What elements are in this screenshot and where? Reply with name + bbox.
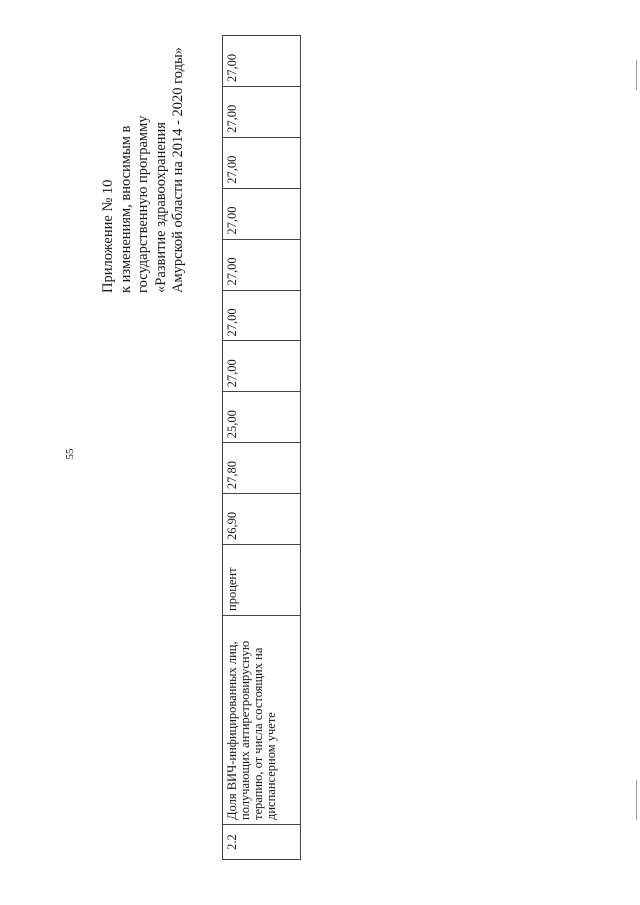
value-cell: 27,00 [223,86,301,137]
scan-edge-mark [636,780,637,820]
scan-edge-mark [636,60,637,90]
value-cell: 27,00 [223,188,301,239]
appendix-line: «Развитие здравоохранения [152,122,169,293]
value-cell: 27,00 [223,239,301,290]
table-row [223,36,301,860]
indicator-table [222,35,301,860]
appendix-header [100,47,188,293]
value-cell: 27,00 [223,137,301,188]
value-cell: 25,00 [223,392,301,443]
indicator-name: Доля ВИЧ-инфицированных лиц, получающих антиретровирусную терапию, от числа состоящих на диспансерном учете [223,616,301,825]
value-cell: 27,00 [223,290,301,341]
appendix-line: Амурской области на 2014 - 2020 годы» [170,47,186,293]
value-cell: 27,00 [223,36,301,87]
appendix-line: государственную программу [135,115,151,293]
appendix-line: к изменениям, вносимым в [117,125,134,293]
value-cell: 26,90 [223,494,301,545]
appendix-line: Приложение № 10 [100,179,116,293]
unit-cell: процент [223,545,301,616]
value-cell: 27,80 [223,443,301,494]
row-number: 2.2 [223,825,301,860]
page-number: 55 [64,448,76,460]
value-cell: 27,00 [223,341,301,392]
